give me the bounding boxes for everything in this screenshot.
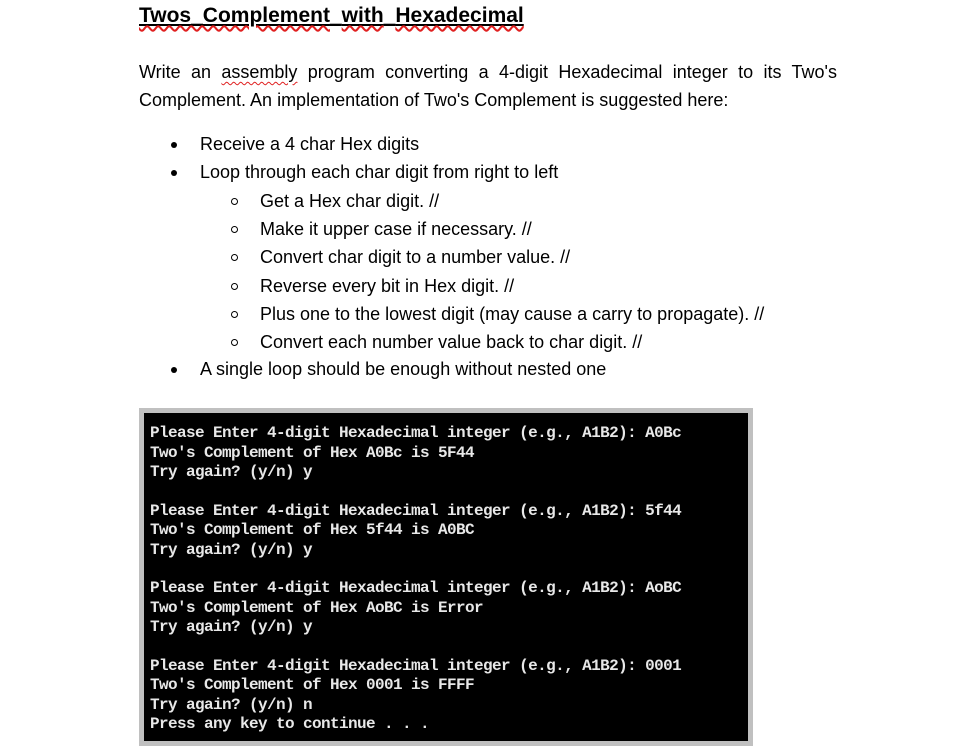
step-text: Receive a 4 char Hex digits [200, 134, 420, 154]
intro-text-a: Write an [139, 62, 222, 82]
list-item [260, 217, 532, 241]
bullet-dot-icon [171, 170, 177, 176]
title-part1: Twos_Complement [139, 4, 330, 27]
console-line-blank [150, 560, 748, 579]
console-line: Please Enter 4-digit Hexadecimal integer (e.g., A1B2): A0Bc [150, 424, 682, 442]
bullet-circle-icon [231, 311, 238, 318]
bullet-circle-icon [231, 198, 238, 205]
step-text: Reverse every bit in Hex digit. // [260, 276, 515, 296]
console-line: Try again? (y/n) y [150, 540, 313, 559]
list-item [200, 132, 419, 156]
list-item [260, 245, 570, 269]
step-text: Loop through each char digit from right to left [200, 162, 559, 182]
step-text: Convert char digit to a number value. // [260, 247, 571, 267]
step-text: A single loop should be enough without nested one [200, 359, 607, 379]
intro-line-1 [139, 58, 837, 86]
step-text: Convert each number value back to char digit. // [260, 332, 643, 352]
bullet-circle-icon [231, 283, 238, 290]
step-text: Make it upper case if necessary. // [260, 219, 532, 239]
intro-line-2: Complement. An implementation of Two's Complement is suggested here: [139, 90, 729, 110]
list-item [260, 274, 514, 298]
console-window [144, 413, 748, 741]
bullet-circle-icon [231, 226, 238, 233]
list-item [260, 302, 764, 326]
console-line: Please Enter 4-digit Hexadecimal integer (e.g., A1B2): AoBC [150, 579, 682, 597]
console-line-blank [150, 638, 748, 657]
spellcheck-word: assembly [221, 62, 298, 82]
console-line-blank [150, 483, 748, 502]
console-line: Two's Complement of Hex AoBC is Error [150, 598, 484, 617]
console-line: Please Enter 4-digit Hexadecimal integer (e.g., A1B2): 0001 [150, 656, 682, 675]
list-item [200, 357, 606, 381]
console-line: Two's Complement of Hex A0Bc is 5F44 [150, 443, 475, 462]
bullet-dot-icon [171, 142, 177, 148]
console-line: Try again? (y/n) n [150, 695, 313, 714]
step-text: Get a Hex char digit. // [260, 191, 440, 211]
list-item [260, 189, 439, 213]
title-part3: Hexadecimal [395, 4, 524, 27]
step-text: Plus one to the lowest digit (may cause a carry to propagate). // [260, 304, 765, 324]
console-line: Two's Complement of Hex 0001 is FFFF [150, 676, 475, 694]
console-line: Two's Complement of Hex 5f44 is A0BC [150, 521, 475, 539]
list-item [260, 330, 642, 354]
list-item [200, 160, 558, 184]
intro-text-c: program converting a 4-digit Hexadecimal integer to its Two's [297, 62, 837, 82]
console-line: Try again? (y/n) y [150, 463, 313, 481]
bullet-circle-icon [231, 339, 238, 346]
console-line: Press any key to continue . . . [150, 715, 430, 733]
console-line: Try again? (y/n) y [150, 618, 313, 636]
console-screenshot [139, 408, 753, 746]
console-line: Please Enter 4-digit Hexadecimal integer (e.g., A1B2): 5f44 [150, 501, 682, 520]
title-part2: with [341, 4, 384, 27]
bullet-dot-icon [171, 367, 177, 373]
intro-paragraph [139, 58, 837, 114]
document-title: Twos_Complement_with_Hexadecimal [139, 4, 524, 27]
bullet-circle-icon [231, 254, 238, 261]
